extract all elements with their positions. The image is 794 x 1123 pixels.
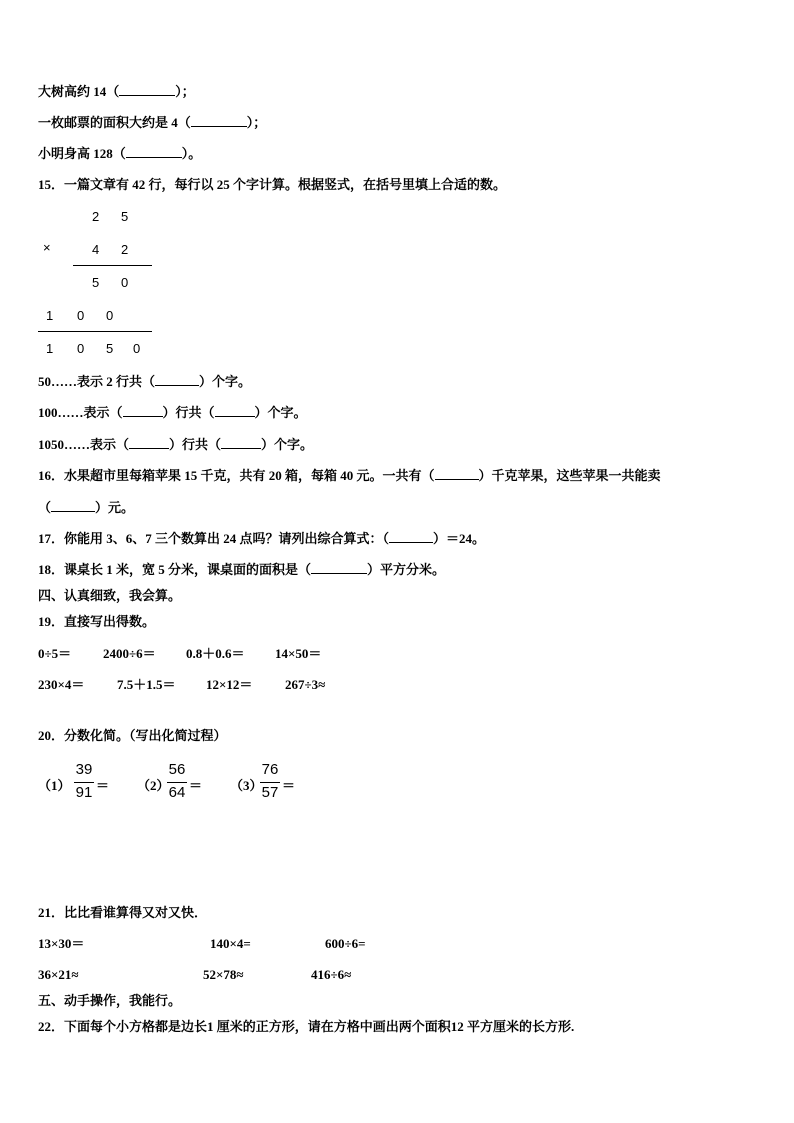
equals-sign: ＝ — [96, 778, 110, 793]
digit: 0 — [77, 341, 85, 356]
calc-item: 36×21≈ — [38, 967, 79, 982]
times-sign: × — [43, 240, 51, 255]
calc-item: 267÷3≈ — [285, 677, 326, 692]
question-22: 22．下面每个小方格都是边长1 厘米的正方形，请在方格中画出两个面积12 平方厘米的长方形. — [38, 1019, 575, 1034]
digit: 1 — [46, 308, 54, 323]
question-15c — [38, 437, 313, 453]
digit: 5 — [106, 341, 114, 356]
item-label: （2） — [137, 778, 170, 793]
question-text: 1050……表示（ — [38, 437, 130, 452]
digit: 5 — [121, 209, 129, 224]
calc-item: 2400÷6＝ — [103, 646, 156, 661]
denominator: 91 — [75, 784, 93, 801]
question-text: 小明身高 128（ — [38, 146, 126, 161]
calc-item: 7.5＋1.5＝ — [117, 677, 176, 692]
calc-item: 13×30＝ — [38, 936, 85, 951]
question-text: ）元。 — [95, 500, 135, 515]
calc-item: 52×78≈ — [203, 967, 244, 982]
calc-rule — [73, 265, 152, 266]
answer-blank[interactable] — [311, 562, 367, 574]
answer-blank[interactable] — [215, 405, 255, 417]
digit: 0 — [133, 341, 141, 356]
question-18 — [38, 562, 445, 578]
calc-item: 600÷6= — [325, 936, 366, 951]
digit: 1 — [46, 341, 54, 356]
numerator: 56 — [168, 761, 186, 778]
calc-item: 12×12＝ — [206, 677, 253, 692]
denominator: 57 — [261, 784, 279, 801]
question-21: 21．比比看谁算得又对又快． — [38, 905, 208, 920]
question-text: ）个字。 — [199, 374, 252, 389]
calc-item: 230×4＝ — [38, 677, 85, 692]
equals-sign: ＝ — [189, 778, 203, 793]
numerator: 76 — [261, 761, 279, 778]
digit: 4 — [92, 242, 100, 257]
answer-blank[interactable] — [51, 500, 95, 512]
fraction-bar — [260, 782, 280, 783]
digit: 0 — [121, 275, 129, 290]
question-17 — [38, 531, 485, 547]
question-text: ）千克苹果，这些苹果一共能卖 — [478, 468, 661, 483]
fraction-bar — [74, 782, 94, 783]
question-text: ）。 — [181, 146, 202, 161]
item-label: （3） — [230, 778, 263, 793]
question-15: 15．一篇文章有 42 行，每行以 25 个字计算。根据竖式，在括号里填上合适的数。 — [38, 177, 507, 192]
question-text: 50……表示 2 行共（ — [38, 374, 156, 389]
answer-blank[interactable] — [221, 437, 261, 449]
question-15a — [38, 374, 251, 390]
answer-blank[interactable] — [123, 405, 163, 417]
digit: 5 — [92, 275, 100, 290]
answer-blank[interactable] — [126, 146, 182, 158]
question-text: ）个字。 — [261, 437, 314, 452]
fraction-bar — [167, 782, 187, 783]
digit: 0 — [106, 308, 114, 323]
calc-item: 14×50＝ — [275, 646, 322, 661]
unit-question-stamp — [38, 115, 266, 131]
item-label: （1） — [38, 778, 71, 793]
digit: 2 — [121, 242, 129, 257]
question-16 — [38, 468, 661, 484]
equals-sign: ＝ — [282, 778, 296, 793]
question-text: ）； — [175, 84, 195, 99]
question-20: 20．分数化简。（写出化简过程） — [38, 728, 227, 743]
answer-blank[interactable] — [129, 437, 169, 449]
question-text: 一枚邮票的面积大约是 4（ — [38, 115, 191, 130]
question-19: 19．直接写出得数。 — [38, 614, 156, 629]
answer-blank[interactable] — [389, 531, 433, 543]
question-text: 16．水果超市里每箱苹果 15 千克，共有 20 箱，每箱 40 元。一共有（ — [38, 468, 435, 483]
unit-question-tree — [38, 84, 195, 100]
section-5-heading: 五、动手操作，我能行。 — [38, 993, 182, 1008]
question-text: 大树高约 14（ — [38, 84, 120, 99]
digit: 2 — [92, 209, 100, 224]
question-text: ）行共（ — [169, 437, 222, 452]
answer-blank[interactable] — [119, 84, 175, 96]
answer-blank[interactable] — [435, 468, 479, 480]
question-text: ）； — [246, 115, 267, 130]
question-text: ）＝24。 — [433, 531, 486, 546]
question-text: ）平方分米。 — [367, 562, 446, 577]
calc-item: 416÷6≈ — [311, 967, 352, 982]
denominator: 64 — [168, 784, 186, 801]
answer-blank[interactable] — [155, 374, 199, 386]
calc-item: 140×4= — [210, 936, 251, 951]
digit: 0 — [77, 308, 85, 323]
question-text: ）行共（ — [162, 405, 215, 420]
question-text: 17．你能用 3、6、7 三个数算出 24 点吗？请列出综合算式：（ — [38, 531, 390, 546]
unit-question-height — [38, 146, 201, 162]
question-text: 100……表示（ — [38, 405, 123, 420]
question-15b — [38, 405, 307, 421]
answer-blank[interactable] — [191, 115, 247, 127]
question-text: ）个字。 — [254, 405, 307, 420]
question-16-cont — [38, 500, 134, 516]
calc-item: 0÷5＝ — [38, 646, 72, 661]
question-text: 18．课桌长 1 米，宽 5 分米，课桌面的面积是（ — [38, 562, 312, 577]
calc-rule — [38, 331, 152, 332]
question-text: （ — [38, 500, 52, 515]
section-4-heading: 四、认真细致，我会算。 — [38, 588, 182, 603]
calc-item: 0.8＋0.6＝ — [186, 646, 245, 661]
numerator: 39 — [75, 761, 93, 778]
